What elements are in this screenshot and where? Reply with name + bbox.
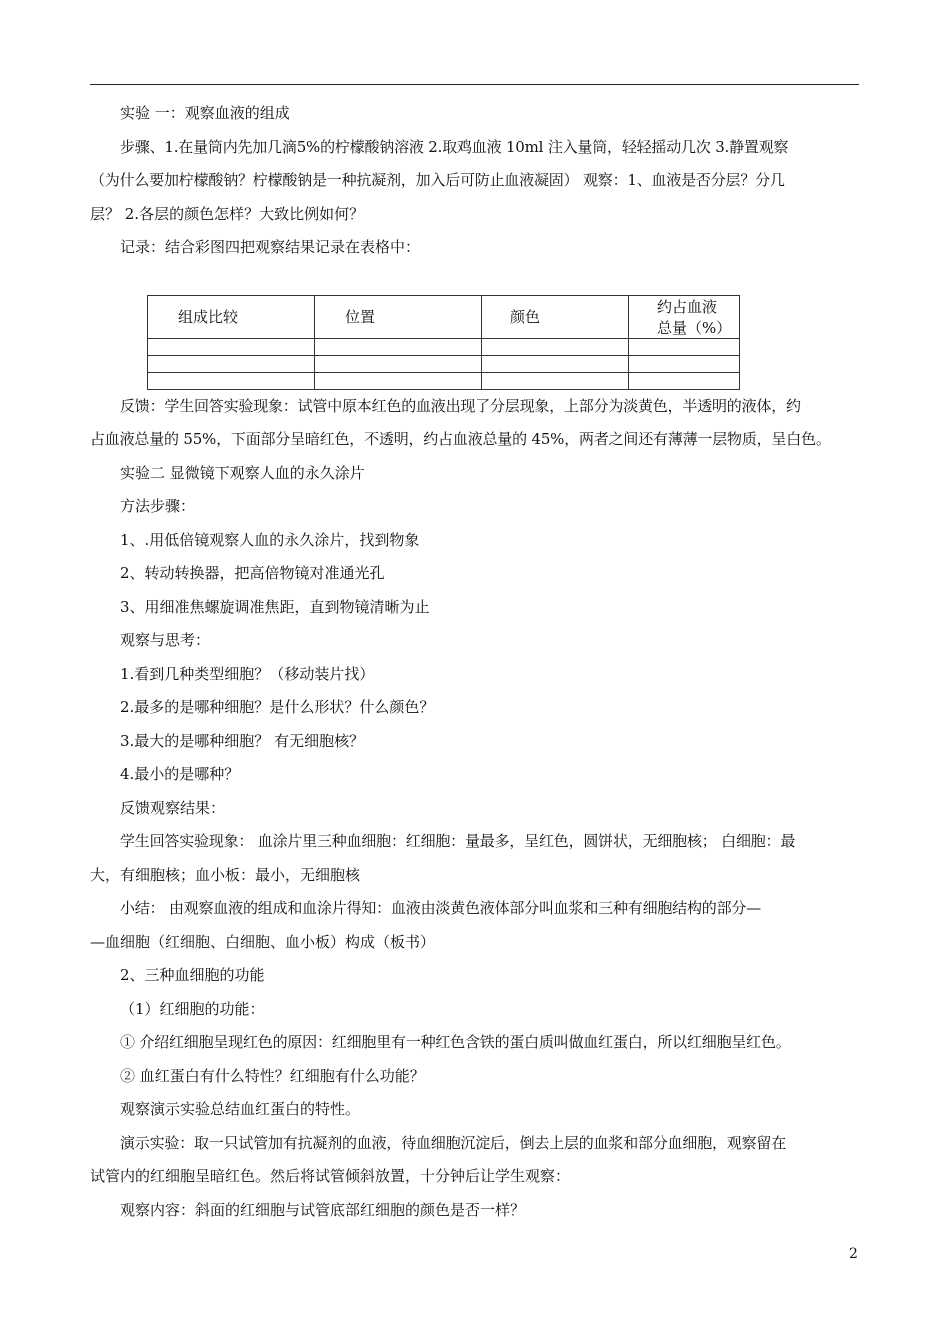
demo-experiment-cont: 试管内的红细胞呈暗红色。然后将试管倾斜放置，十分钟后让学生观察： xyxy=(90,1167,571,1185)
demo-intro: 观察演示实验总结血红蛋白的特性。 xyxy=(120,1100,361,1118)
table-cell xyxy=(315,338,482,355)
method-title: 方法步骤： xyxy=(120,497,196,515)
method-step-1: 1、.用低倍镜观察人血的永久涂片，找到物象 xyxy=(120,530,420,549)
student-answer-cont: 大，有细胞核；血小板：最小，无细胞核 xyxy=(90,865,361,884)
table-row xyxy=(148,372,740,389)
observe-content: 观察内容：斜面的红细胞与试管底部红细胞的颜色是否一样？ xyxy=(120,1200,526,1219)
experiment-1-steps-cont: （为什么要加柠檬酸钠？柠檬酸钠是一种抗凝剂，加入后可防止血液凝固） 观察：1、血液是否分层？分几 xyxy=(90,171,785,189)
table-cell xyxy=(629,355,740,372)
table-header: 位置 xyxy=(315,295,482,338)
question-1: 1.看到几种类型细胞？（移动装片找） xyxy=(120,664,375,683)
function-title: 2、三种血细胞的功能 xyxy=(120,966,265,984)
question-3: 3.最大的是哪种细胞？ 有无细胞核？ xyxy=(120,731,365,750)
point-1: ① 介绍红细胞呈现红色的原因：红细胞里有一种红色含铁的蛋白质叫做血红蛋白，所以红细胞呈红色。 xyxy=(120,1033,791,1051)
header-rule xyxy=(90,84,859,85)
table-cell xyxy=(315,355,482,372)
page-number: 2 xyxy=(849,1246,858,1262)
table-cell xyxy=(148,372,315,389)
method-step-3: 3、用细准焦螺旋调准焦距，直到物镜清晰为止 xyxy=(120,597,430,616)
question-4: 4.最小的是哪种？ xyxy=(120,765,240,783)
feedback-1-cont: 占血液总量的 55%，下面部分呈暗红色，不透明，约占血液总量的 45%，两者之间还有薄薄一层物质，呈白色。 xyxy=(90,430,831,448)
rbc-function-title: （1）红细胞的功能： xyxy=(120,999,265,1018)
method-step-2: 2、转动转换器，把高倍物镜对准通光孔 xyxy=(120,564,385,582)
experiment-2-title: 实验二 显微镜下观察人血的永久涂片 xyxy=(120,463,365,482)
point-2: ② 血红蛋白有什么特性？红细胞有什么功能？ xyxy=(120,1066,425,1085)
table-cell xyxy=(482,338,629,355)
document-body xyxy=(90,97,865,1227)
table-header-row xyxy=(148,295,740,338)
table-cell xyxy=(148,355,315,372)
table-cell xyxy=(482,355,629,372)
table-header: 组成比较 xyxy=(148,295,315,338)
table-cell xyxy=(629,372,740,389)
experiment-1-title: 实验 一：观察血液的组成 xyxy=(120,104,290,122)
record-instruction: 记录：结合彩图四把观察结果记录在表格中： xyxy=(120,238,421,256)
table-cell xyxy=(148,338,315,355)
feedback-2-title: 反馈观察结果： xyxy=(120,798,226,817)
think-title: 观察与思考： xyxy=(120,631,211,649)
table-cell xyxy=(629,338,740,355)
table-row xyxy=(148,338,740,355)
question-2: 2.最多的是哪种细胞？是什么形状？什么颜色？ xyxy=(120,698,435,716)
table-header: 约占血液总量（%） xyxy=(629,295,740,338)
experiment-1-steps-end: 层？ 2.各层的颜色怎样？大致比例如何？ xyxy=(90,204,365,223)
feedback-1: 反馈：学生回答实验现象：试管中原本红色的血液出现了分层现象，上部分为淡黄色，半透明的液体，约 xyxy=(120,396,801,415)
student-answer: 学生回答实验现象： 血涂片里三种血细胞：红细胞：量最多，呈红色，圆饼状，无细胞核； 白细胞：最 xyxy=(120,832,796,850)
table-cell xyxy=(482,372,629,389)
table-row xyxy=(148,355,740,372)
summary-cont: —血细胞（红细胞、白细胞、血小板）构成（板书） xyxy=(90,932,436,951)
table-header: 颜色 xyxy=(482,295,629,338)
demo-experiment: 演示实验：取一只试管加有抗凝剂的血液，待血细胞沉淀后，倒去上层的血浆和部分血细胞，观察留在 xyxy=(120,1133,787,1152)
summary: 小结： 由观察血液的组成和血涂片得知：血液由淡黄色液体部分叫血浆和三种有细胞结构的部分— xyxy=(120,899,761,917)
observation-table xyxy=(147,295,740,390)
table-cell xyxy=(315,372,482,389)
experiment-1-steps: 步骤、1.在量筒内先加几滴5%的柠檬酸钠溶液 2.取鸡血液 10ml 注入量筒，轻轻摇动几次 3.静置观察 xyxy=(120,137,789,156)
